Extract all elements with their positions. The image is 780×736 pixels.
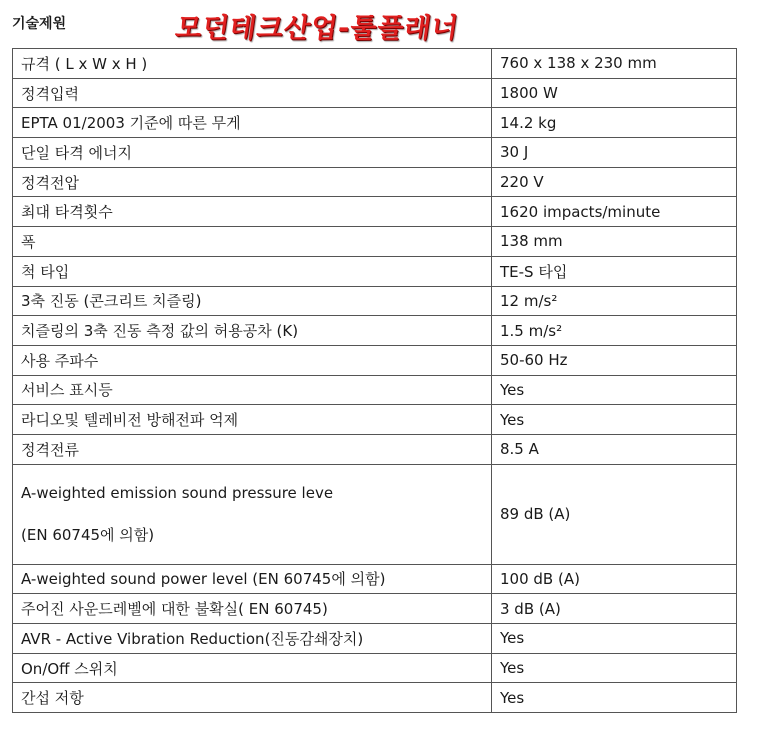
table-row bbox=[13, 49, 737, 79]
table-row bbox=[13, 286, 737, 316]
spec-label: 최대 타격횟수 bbox=[13, 197, 492, 227]
spec-label: On/Off 스위치 bbox=[13, 653, 492, 683]
spec-label: 척 타입 bbox=[13, 256, 492, 286]
table-row bbox=[13, 345, 737, 375]
spec-value: TE-S 타입 bbox=[492, 256, 737, 286]
spec-value: Yes bbox=[492, 624, 737, 654]
spec-label: AVR - Active Vibration Reduction(진동감쇄장치) bbox=[13, 624, 492, 654]
spec-value: Yes bbox=[492, 405, 737, 435]
spec-label: EPTA 01/2003 기준에 따른 무게 bbox=[13, 108, 492, 138]
spec-label: 규격 ( L x W x H ) bbox=[13, 49, 492, 79]
spec-value: 138 mm bbox=[492, 227, 737, 257]
spec-value: 760 x 138 x 230 mm bbox=[492, 49, 737, 79]
table-row bbox=[13, 375, 737, 405]
spec-value: Yes bbox=[492, 375, 737, 405]
table-row bbox=[13, 594, 737, 624]
table-row bbox=[13, 434, 737, 464]
spec-value: 89 dB (A) bbox=[492, 464, 737, 564]
section-heading: 기술제원 bbox=[12, 16, 67, 32]
table-row bbox=[13, 197, 737, 227]
table-row bbox=[13, 683, 737, 713]
spec-label-line2: (EN 60745에 의함) bbox=[21, 525, 155, 544]
spec-label: 3축 진동 (콘크리트 치즐링) bbox=[13, 286, 492, 316]
table-row bbox=[13, 108, 737, 138]
table-row bbox=[13, 167, 737, 197]
spec-label: 사용 주파수 bbox=[13, 345, 492, 375]
table-row bbox=[13, 405, 737, 435]
spec-value: 3 dB (A) bbox=[492, 594, 737, 624]
spec-label: 정격전류 bbox=[13, 434, 492, 464]
spec-value: 1620 impacts/minute bbox=[492, 197, 737, 227]
spec-label: 정격전압 bbox=[13, 167, 492, 197]
spec-value: 1800 W bbox=[492, 78, 737, 108]
table-row bbox=[13, 624, 737, 654]
spec-value: 220 V bbox=[492, 167, 737, 197]
spec-label: 정격입력 bbox=[13, 78, 492, 108]
watermark-logo: 모던테크산업-툴플래너 bbox=[173, 13, 461, 44]
spec-label-line1: A-weighted emission sound pressure leve bbox=[21, 483, 334, 502]
spec-label: 라디오및 텔레비전 방해전파 억제 bbox=[13, 405, 492, 435]
spec-value: 100 dB (A) bbox=[492, 564, 737, 594]
spec-value: 12 m/s² bbox=[492, 286, 737, 316]
spec-value: 14.2 kg bbox=[492, 108, 737, 138]
spec-label: 주어진 사운드레벨에 대한 불확실( EN 60745) bbox=[13, 594, 492, 624]
spec-label: A-weighted sound power level (EN 60745에 의함) bbox=[13, 564, 492, 594]
table-row bbox=[13, 564, 737, 594]
table-row bbox=[13, 653, 737, 683]
spec-label: 단일 타격 에너지 bbox=[13, 138, 492, 168]
spec-label: 간섭 저항 bbox=[13, 683, 492, 713]
table-row bbox=[13, 464, 737, 564]
table-row bbox=[13, 227, 737, 257]
table-row bbox=[13, 78, 737, 108]
spec-label: 폭 bbox=[13, 227, 492, 257]
spec-label bbox=[13, 464, 492, 564]
spec-value: Yes bbox=[492, 653, 737, 683]
table-row bbox=[13, 316, 737, 346]
spec-label: 치즐링의 3축 진동 측정 값의 허용공차 (K) bbox=[13, 316, 492, 346]
table-row bbox=[13, 256, 737, 286]
spec-table bbox=[12, 48, 737, 713]
spec-value: 30 J bbox=[492, 138, 737, 168]
spec-value: 1.5 m/s² bbox=[492, 316, 737, 346]
table-row bbox=[13, 138, 737, 168]
spec-value: 50-60 Hz bbox=[492, 345, 737, 375]
spec-label: 서비스 표시등 bbox=[13, 375, 492, 405]
spec-value: 8.5 A bbox=[492, 434, 737, 464]
spec-value: Yes bbox=[492, 683, 737, 713]
